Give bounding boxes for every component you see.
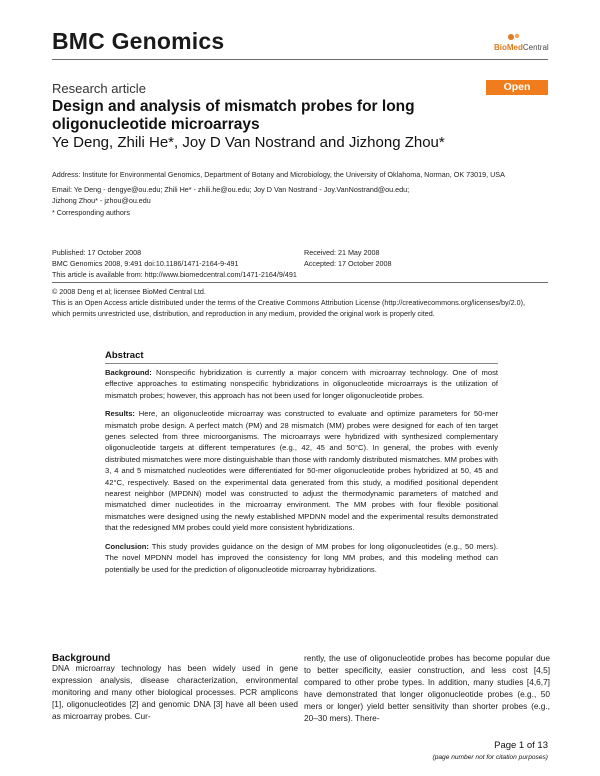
abstract-results-text: Here, an oligonucleotide microarray was constructed to evaluate and optimize parameters for 50-mer mismatch probe design. A perfect match (PM) and 28 mismatch (MM) probes were designed for each of ten target genes selected from three microorganisms. The microarrays were hybridized with synthesized complementary oligonucleotide targets at different temperatures (e.g., 42, 45 and 50°C). In general, the probes with evenly distributed mismatches were more distinguishable than those with randomly distributed mismatches. MM probes with 3, 4 and 5 mismatched nucleotides were differentiated for 50-mer oligonucleotide probes hybridized at 50, 45 and 42°C, respectively. Based on the experimental data generated from this study, a modified positional dependent nearest neighbor (MPDNN) model was constructed to adjust the thermodynamic parameters of matched and mismatched dimer nucleotides in the microarray environment. The MM probes with four flexible positional mismatches were designed using the newly established MPDNN model and the experimental results demonstrated that the redesigned MM probes could yield more consistent hybridizations. [105,409,498,533]
license-text: This is an Open Access article distributed under the terms of the Creative Commons Attribution License (http://creativecommons.org/licenses/by/2.0), [52,298,525,307]
corresponding-note: * Corresponding authors [52,208,130,217]
license-text-cont: which permits unrestricted use, distribution, and reproduction in any medium, provided the original work is properly cited. [52,309,435,318]
author-emails-cont: Jizhong Zhou* - jzhou@ou.edu [52,196,151,205]
accepted-date: Accepted: 17 October 2008 [304,259,392,268]
abstract-results [105,408,498,533]
logo-bold: BioMed [494,43,523,52]
abstract-conclusion-label: Conclusion: [105,541,149,551]
abstract-background-text: Nonspecific hybridization is currently a major concern with microarray technology. One of most effective approaches to estimating nonspecific hybridizations in oligonucleotide microarrays is the utilization of mismatch probes; however, this approach has not been used for longer oligonucleotide probes. [105,368,498,400]
publisher-logo [494,43,549,52]
logo-rest: Central [522,43,549,52]
article-url[interactable]: This article is available from: http://www.biomedcentral.com/1471-2164/9/491 [52,270,297,279]
abstract-heading: Abstract [105,350,498,364]
page-number: Page 1 of 13 [494,740,548,751]
abstract-background [105,367,498,401]
journal-title: BMC Genomics [52,28,225,54]
page-number-note: (page number not for citation purposes) [432,754,548,761]
abstract-results-label: Results: [105,409,135,419]
abstract-conclusion-text: This study provides guidance on the design of MM probes for long oligonucleotides (e.g., 50 mers). The novel MPDNN model has improved the consistency for long MM probes, and this modeling method can potentially be used for the prediction of oligonucleotide microarray hybridizations. [105,541,498,574]
author-address: Address: Institute for Environmental Genomics, Department of Botany and Microbiology, the University of Oklahoma, Norman, OK 73019, USA [52,170,505,179]
article-type: Research article [52,81,146,96]
published-date: Published: 17 October 2008 [52,248,142,257]
received-date: Received: 21 May 2008 [304,248,380,257]
copyright: © 2008 Deng et al; licensee BioMed Central Ltd. [52,287,206,296]
background-heading: Background [52,653,111,664]
body-column-right: rently, the use of oligonucleotide probes has become popular due to better specificity, easier construction, and less cost [4,5] compared to other probe types. In addition, many studies [4,6,7] have demonstrated that longer oligonucleotide probes (e.g., 50 mers or longer) yield better sensitivity than shorter probes (e.g., 20–30 mers). There- [304,653,550,723]
author-emails: Email: Ye Deng - dengye@ou.edu; Zhili He* - zhili.he@ou.edu; Joy D Van Nostrand - Joy.VanNostrand@ou.edu; [52,185,410,194]
abstract-box [105,350,498,582]
header-rule [52,59,548,60]
abstract-background-label: Background: [105,368,152,377]
meta-rule [52,282,548,283]
biomed-central-logo-icon [487,33,547,43]
abstract-conclusion [105,541,498,575]
author-list: Ye Deng, Zhili He*, Joy D Van Nostrand and Jizhong Zhou* [52,134,445,151]
open-access-badge: Open Access [486,80,548,95]
citation: BMC Genomics 2008, 9:491 doi:10.1186/1471-2164-9-491 [52,259,239,268]
body-column-left: DNA microarray technology has been widely used in gene expression analysis, disease characterization, environmental monitoring and many other biological processes. PCR amplicons [1], oligonucleotides [2] and genomic DNA [3] have all been used as microarray probes. Cur- [52,663,298,721]
article-title: Design and analysis of mismatch probes for long oligonucleotide microarrays [52,98,415,133]
